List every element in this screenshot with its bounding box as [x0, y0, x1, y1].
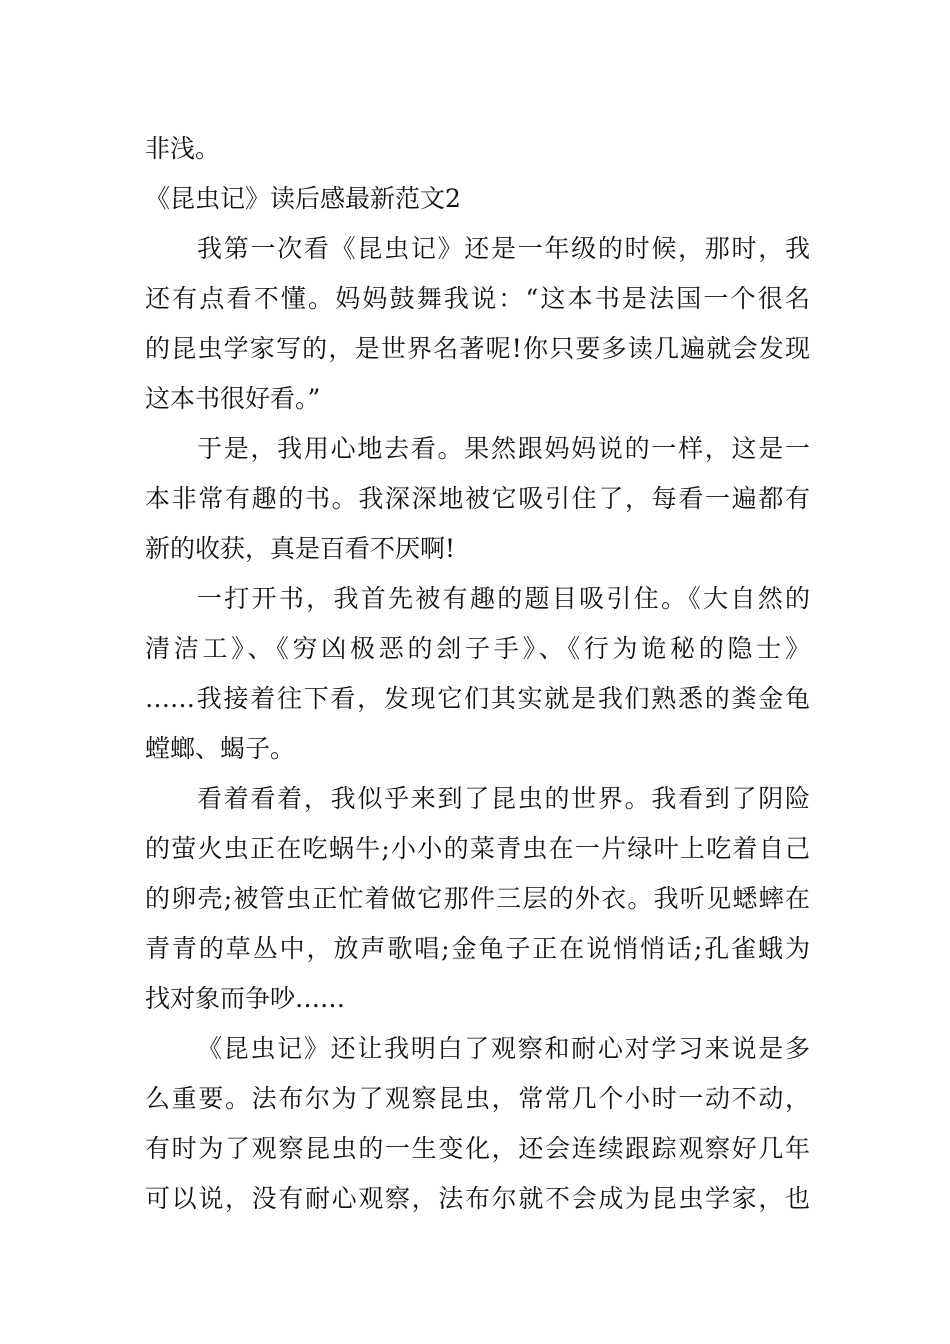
- paragraph-5-line-1: 《昆虫记》还让我明白了观察和耐心对学习来说是多: [197, 1034, 810, 1063]
- paragraph-5-line-2: 么重要。法布尔为了观察昆虫，常常几个小时一动不动，: [145, 1084, 810, 1113]
- paragraph-3-line-1: 一打开书，我首先被有趣的题目吸引住。《大自然的: [197, 584, 810, 613]
- paragraph-3-line-4: 螳螂、蝎子。: [145, 734, 296, 763]
- paragraph-5-line-4: 可以说，没有耐心观察，法布尔就不会成为昆虫学家，也: [145, 1184, 810, 1213]
- paragraph-4-line-4: 青青的草丛中，放声歌唱;金龟子正在说悄悄话;孔雀蛾为: [145, 934, 810, 963]
- paragraph-3-line-3: ……我接着往下看，发现它们其实就是我们熟悉的粪金龟: [145, 684, 810, 713]
- paragraph-1-line-1: 我第一次看《昆虫记》还是一年级的时候，那时，我: [197, 234, 810, 263]
- paragraph-3-line-2: 清洁工》、《穷凶极恶的刽子手》、《行为诡秘的隐士》: [145, 634, 810, 663]
- paragraph-2-line-1: 于是，我用心地去看。果然跟妈妈说的一样，这是一: [197, 434, 810, 463]
- document-body: [145, 124, 810, 1224]
- paragraph-2-line-2: 本非常有趣的书。我深深地被它吸引住了，每看一遍都有: [145, 484, 810, 513]
- paragraph-1-line-2: 还有点看不懂。妈妈鼓舞我说：“这本书是法国一个很名: [145, 284, 810, 313]
- paragraph-4-line-5: 找对象而争吵……: [145, 984, 346, 1013]
- paragraph-4-line-3: 的卵壳;被管虫正忙着做它那件三层的外衣。我听见蟋蟀在: [145, 884, 810, 913]
- paragraph-4-line-2: 的萤火虫正在吃蜗牛;小小的菜青虫在一片绿叶上吃着自己: [145, 834, 810, 863]
- paragraph-5-line-3: 有时为了观察昆虫的一生变化，还会连续跟踪观察好几年: [145, 1134, 810, 1163]
- paragraph-1-line-4: 这本书很好看。”: [145, 384, 321, 413]
- intro-tail-line: 非浅。: [145, 134, 221, 163]
- paragraph-4-line-1: 看着看着，我似乎来到了昆虫的世界。我看到了阴险: [197, 784, 810, 813]
- paragraph-1-line-3: 的昆虫学家写的，是世界名著呢!你只要多读几遍就会发现: [145, 334, 810, 363]
- paragraph-2-line-3: 新的收获，真是百看不厌啊!: [145, 534, 456, 563]
- section-title: 《昆虫记》读后感最新范文2: [145, 184, 461, 213]
